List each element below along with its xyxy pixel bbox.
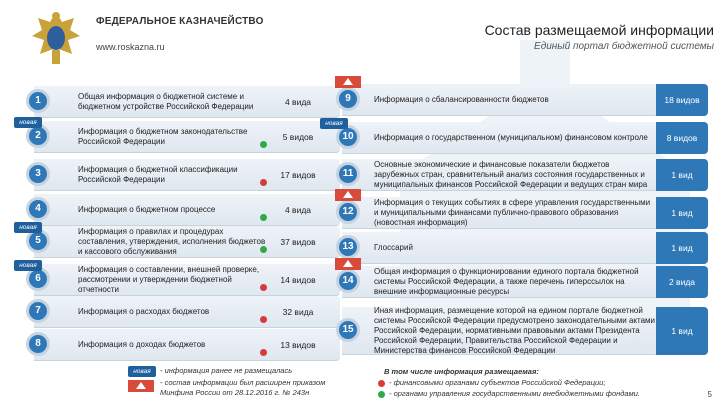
item-number: 10 — [336, 125, 360, 149]
item-number: 15 — [336, 318, 360, 342]
new-badge: новая — [14, 260, 42, 271]
legend-red-dot — [378, 380, 385, 387]
red-dot — [260, 284, 267, 291]
item-count: 1 вид — [656, 197, 708, 229]
item-number: 9 — [336, 87, 360, 111]
item-number: 11 — [336, 162, 360, 186]
item-text: Информация о сбалансированности бюджетов — [374, 95, 549, 104]
item-count: 4 вида — [284, 97, 312, 107]
legend-green-text: - органами управления государственными внебюджетными фондами. — [389, 389, 640, 398]
item-text: Информация о правилах и процедурах составления, утверждения, исполнения бюджетов и кассового обслуживания — [78, 227, 266, 256]
legend-arrow-icon — [128, 380, 154, 392]
item-count: 17 видов — [280, 170, 316, 180]
item-number: 14 — [336, 269, 360, 293]
green-dot — [260, 141, 267, 148]
green-dot — [260, 214, 267, 221]
item-count: 8 видов — [656, 122, 708, 154]
right-row-13[interactable] — [330, 228, 708, 266]
item-count: 5 видов — [282, 132, 314, 142]
item-number: 2 — [26, 124, 50, 148]
left-row-8[interactable] — [22, 325, 340, 363]
red-dot — [260, 316, 267, 323]
item-count: 1 вид — [656, 232, 708, 264]
org-url[interactable]: www.roskazna.ru — [96, 42, 165, 52]
new-badge: новая — [320, 118, 348, 129]
item-count: 1 вид — [656, 159, 708, 191]
expanded-arrow-icon — [335, 189, 361, 201]
item-text: Информация о текущих событиях в сфере управления государственными и муниципальными финансами публично-правового образования (новостная информация) — [374, 198, 651, 227]
right-row-10[interactable] — [325, 118, 708, 156]
item-count: 13 видов — [280, 340, 316, 350]
item-number: 3 — [26, 162, 50, 186]
left-row-2[interactable] — [19, 117, 340, 155]
new-badge: новая — [14, 222, 42, 233]
legend-red-text: - финансовыми органами субъектов Российской Федерации; — [389, 378, 606, 387]
left-row-1[interactable] — [22, 82, 340, 120]
item-count: 2 вида — [656, 266, 708, 298]
page-number: 5 — [707, 390, 712, 399]
legend-new-badge: новая — [128, 366, 156, 377]
item-count: 14 видов — [280, 275, 316, 285]
left-row-5[interactable] — [19, 222, 340, 260]
item-number: 5 — [26, 229, 50, 253]
item-count: 1 вид — [656, 307, 708, 355]
org-name: ФЕДЕРАЛЬНОЕ КАЗНАЧЕЙСТВО — [96, 16, 264, 27]
item-text: Общая информация о бюджетной системе и бюджетном устройстве Российской Федерации — [78, 92, 254, 111]
item-count: 4 вида — [284, 205, 312, 215]
red-dot — [260, 179, 267, 186]
item-number: 12 — [336, 200, 360, 224]
green-dot — [260, 246, 267, 253]
item-number: 6 — [26, 267, 50, 291]
item-text: Информация о бюджетном законодательстве Российской Федерации — [78, 127, 248, 146]
page-subtitle: Единый портал бюджетной системы — [534, 41, 714, 52]
item-text: Информация о бюджетном процессе — [78, 205, 216, 214]
expanded-arrow-icon — [335, 76, 361, 88]
legend-new-text: - информация ранее не размещалась — [160, 366, 293, 375]
right-row-12[interactable] — [330, 193, 708, 231]
item-number: 1 — [26, 89, 50, 113]
item-count: 32 вида — [282, 307, 314, 317]
legend-arrow-text: - состав информации был расширен приказом Минфина России от 28.12.2016 г. № 243н — [160, 378, 326, 397]
right-row-15[interactable] — [330, 303, 708, 357]
legend-right-title: В том числе информация размещаемая: — [384, 367, 539, 376]
left-row-3[interactable] — [22, 155, 340, 193]
item-text: Информация о составлении, внешней проверке, рассмотрении и утверждении бюджетной отчетности — [78, 265, 260, 294]
item-number: 7 — [26, 299, 50, 323]
item-text: Основные экономические и финансовые показатели бюджетов зарубежных стран, сравнительный анализ состояния государственных и муниципальных финансов Российской Федерации и ведущих стран мира — [374, 160, 648, 189]
item-text: Информация о доходах бюджетов — [78, 340, 206, 349]
item-number: 13 — [336, 235, 360, 259]
item-text: Информация о бюджетной классификации Российской Федерации — [78, 165, 238, 184]
item-text: Глоссарий — [374, 243, 413, 252]
expanded-arrow-icon — [335, 258, 361, 270]
item-number: 4 — [26, 197, 50, 221]
right-row-9[interactable] — [330, 80, 708, 118]
item-count: 37 видов — [280, 237, 316, 247]
right-row-11[interactable] — [330, 155, 708, 193]
page-title: Состав размещаемой информации — [484, 22, 714, 38]
treasury-emblem-icon — [28, 8, 84, 70]
legend-green-dot — [378, 391, 385, 398]
item-text: Общая информация о функционировании единого портала бюджетной системы Российской Федерации, а также перечень гиперссылок на внешние информационные ресурсы — [374, 267, 639, 296]
new-badge: новая — [14, 117, 42, 128]
item-count: 18 видов — [656, 84, 708, 116]
item-text: Иная информация, размещение которой на едином портале бюджетной системы Российской Федерации предусмотрено законодательными актами Российской Федерации, нормативными правовыми актами Президента Российской Федерации, Правительства Российской Федерации и Министерства финансов Российской Федерации — [374, 306, 656, 355]
right-row-14[interactable] — [330, 262, 708, 300]
item-text: Информация о расходах бюджетов — [78, 307, 210, 316]
item-number: 8 — [26, 332, 50, 356]
item-text: Информация о государственном (муниципальном) финансовом контроле — [374, 133, 648, 142]
red-dot — [260, 349, 267, 356]
